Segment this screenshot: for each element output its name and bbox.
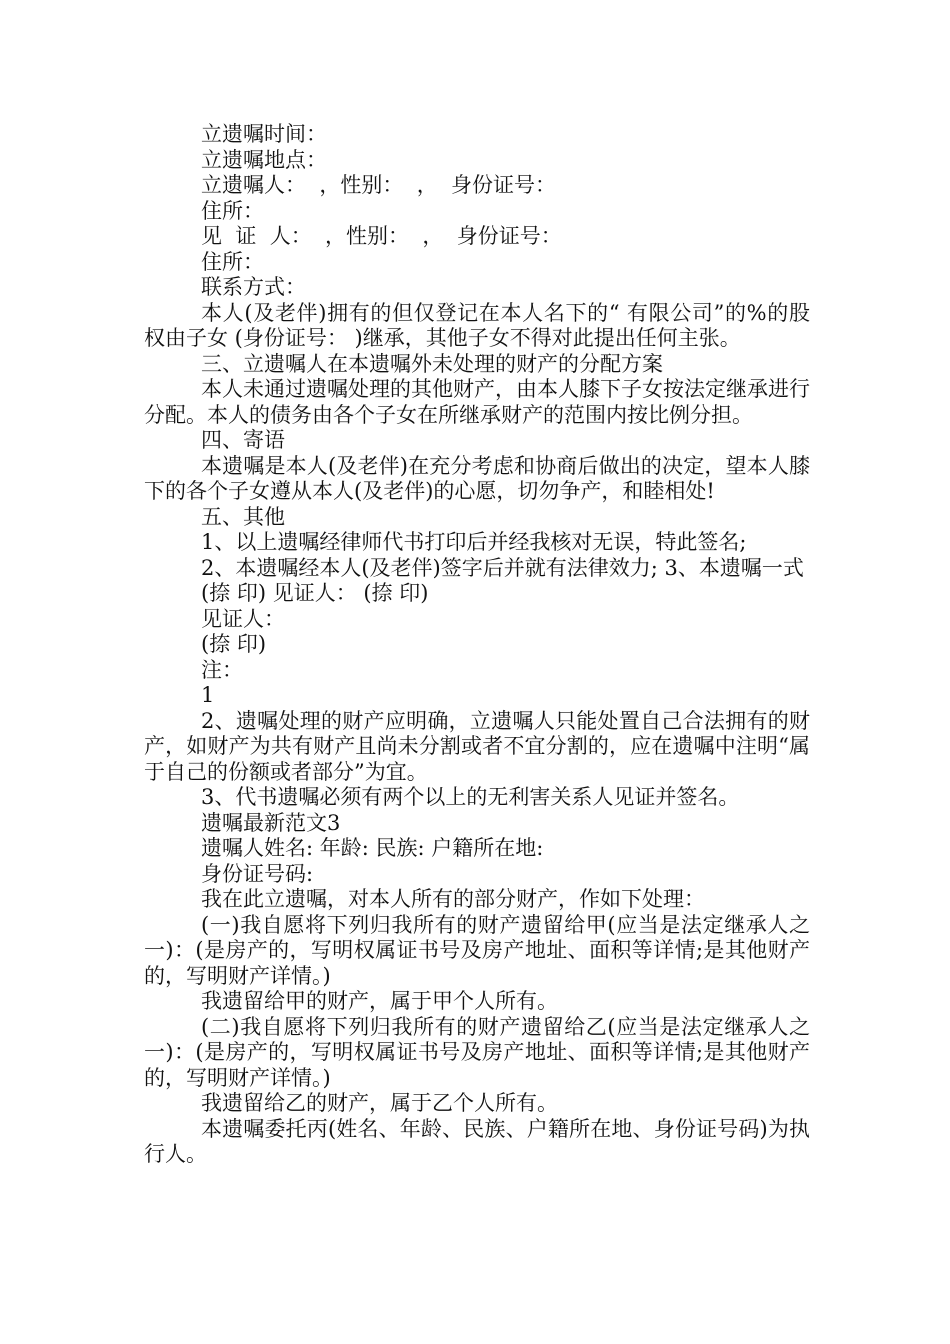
text-line: 1 [201, 683, 215, 707]
body-paragraph: (一)我自愿将下列归我所有的财产遗留给甲(应当是法定继承人之一)：(是房产的，写明权属证书号及房产地址、面积等详情;是其他财产的，写明财产详情。) [144, 912, 810, 988]
text-line: 我遗留给甲的财产，属于甲个人所有。 [201, 989, 558, 1013]
text-line: 遗嘱人姓名: 年龄: 民族: 户籍所在地: [201, 836, 544, 860]
text-line: 身份证号码: [201, 861, 314, 886]
text-line: 四、寄语 [201, 428, 285, 452]
text-line: 住所： [201, 249, 264, 274]
document-body [144, 122, 810, 1168]
text-line: 立遗嘱时间： [201, 122, 327, 146]
body-paragraph: 2、本遗嘱经本人(及老伴)签字后并就有法律效力; 3、本遗嘱一式 [201, 555, 804, 580]
text-line: (捺 印) 见证人： (捺 印) [201, 581, 429, 605]
text-line: 见证人： [201, 606, 285, 631]
text-line: 3、代书遗嘱必须有两个以上的无利害关系人见证并签名。 [201, 785, 740, 809]
body-paragraph: (二)我自愿将下列归我所有的财产遗留给乙(应当是法定继承人之一)：(是房产的，写明权属证书号及房产地址、面积等详情;是其他财产的，写明财产详情。) [144, 1014, 810, 1090]
text-line: 三、立遗嘱人在本遗嘱外未处理的财产的分配方案 [201, 351, 663, 376]
text-line: 立遗嘱地点： [201, 147, 327, 172]
text-line: 1、以上遗嘱经律师代书打印后并经我核对无误，特此签名; [201, 530, 747, 554]
body-paragraph: 本人未通过遗嘱处理的其他财产，由本人膝下子女按法定继承进行分配。本人的债务由各个子女在所继承财产的范围内按比例分担。 [144, 377, 810, 427]
text-line: 见 证 人： ，性别： ， 身份证号： [201, 224, 562, 248]
text-line: 遗嘱最新范文3 [201, 810, 341, 835]
body-paragraph: 本人(及老伴)拥有的但仅登记在本人名下的“ 有限公司”的%的股权由子女 (身份证号： )继承，其他子女不得对此提出任何主张。 [144, 300, 810, 350]
text-line: 立遗嘱人： ，性别： ， 身份证号： [201, 173, 557, 197]
text-line: 五、其他 [201, 504, 285, 529]
body-paragraph: 本遗嘱委托丙(姓名、年龄、民族、户籍所在地、身份证号码)为执行人。 [144, 1116, 810, 1166]
text-line: 注： [201, 657, 243, 682]
text-line: 我遗留给乙的财产，属于乙个人所有。 [201, 1091, 558, 1115]
body-paragraph: 本遗嘱是本人(及老伴)在充分考虑和协商后做出的决定，望本人膝下的各个子女遵从本人(及老伴)的心愿，切勿争产，和睦相处! [144, 453, 810, 503]
body-paragraph: 2、遗嘱处理的财产应明确，立遗嘱人只能处置自己合法拥有的财产，如财产为共有财产且尚未分割或者不宜分割的，应在遗嘱中注明“属于自己的份额或者部分”为宜。 [144, 708, 810, 784]
text-line: 住所： [201, 198, 264, 223]
text-line: 联系方式： [201, 275, 306, 299]
text-line: 我在此立遗嘱，对本人所有的部分财产，作如下处理： [201, 887, 705, 911]
text-line: (捺 印) [201, 632, 267, 656]
